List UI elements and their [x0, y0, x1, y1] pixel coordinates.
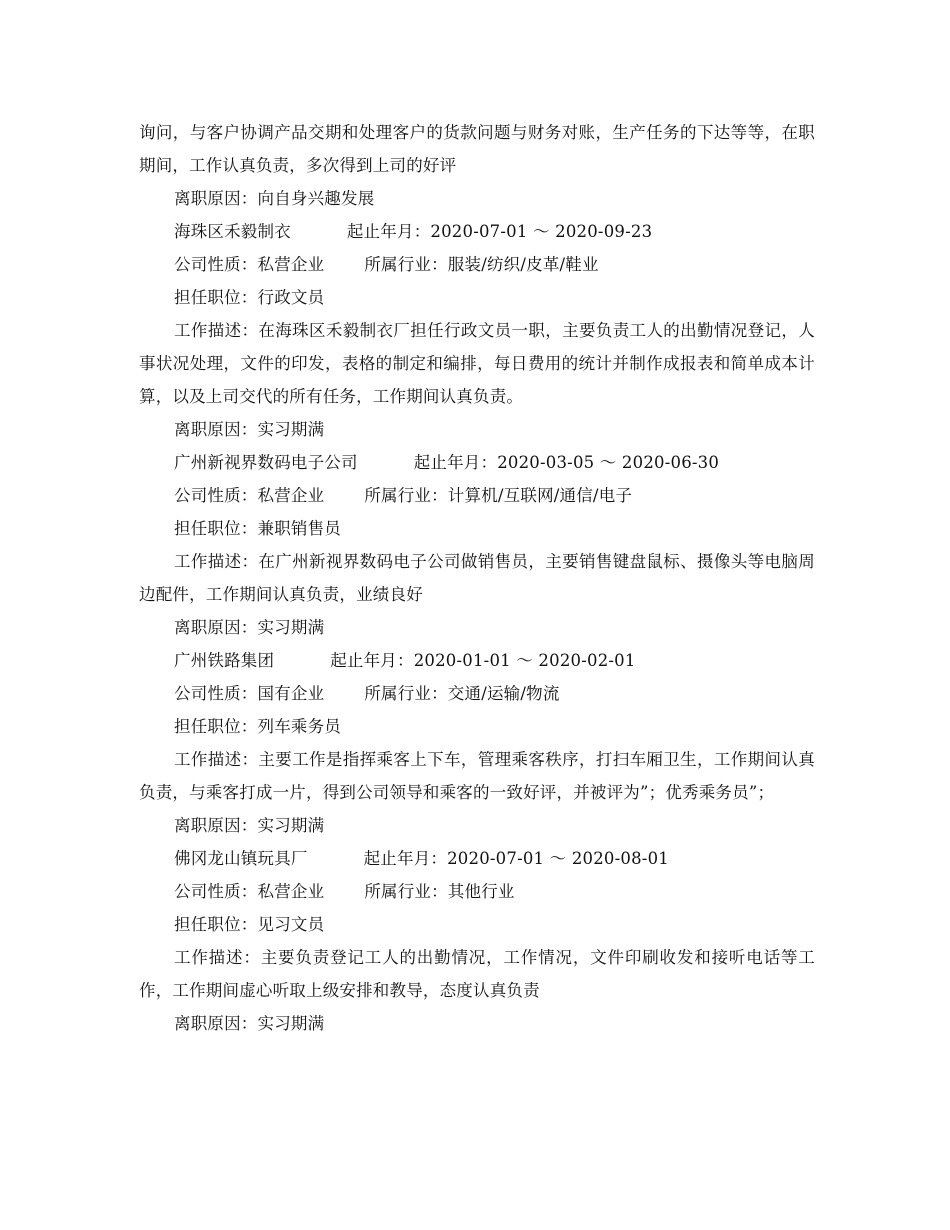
job-description: 工作描述：主要负责登记工人的出勤情况，工作情况，文件印刷收发和接听电话等工作，工作期间虚心听取上级安排和教导，态度认真负责 — [139, 948, 815, 1000]
job-entry — [139, 842, 815, 1040]
job-description: 工作描述：在海珠区禾毅制衣厂担任行政文员一职，主要负责工人的出勤情况登记，人事状况处理，文件的印发，表格的制定和编排，每日费用的统计并制作成报表和简单成本计算，以及上司交代的所有任务，工作期间认真负责。 — [139, 321, 815, 406]
job-position: 担任职位：列车乘务员 — [174, 717, 341, 736]
job-entry — [139, 215, 815, 446]
job-period: 起止年月：2020-03-05 ～ 2020-06-30 — [413, 453, 720, 472]
job-entry — [139, 446, 815, 644]
job-meta — [139, 479, 815, 512]
company-industry: 所属行业：服装/纺织/皮革/鞋业 — [364, 255, 599, 274]
company-nature: 公司性质：国有企业 — [174, 684, 325, 703]
job-period: 起止年月：2020-07-01 ～ 2020-08-01 — [363, 849, 669, 868]
job-header — [139, 446, 815, 479]
resume-work-history — [139, 116, 815, 1040]
job-meta — [139, 875, 815, 908]
company-name: 广州铁路集团 — [174, 651, 275, 670]
job-header — [139, 842, 815, 875]
job-entry — [139, 644, 815, 842]
job-leave-reason: 离职原因：实习期满 — [174, 1014, 325, 1033]
job-description: 工作描述：在广州新视界数码电子公司做销售员，主要销售键盘鼠标、摄像头等电脑周边配件，工作期间认真负责，业绩良好 — [139, 552, 815, 604]
job-header — [139, 215, 815, 248]
company-name: 佛冈龙山镇玩具厂 — [174, 849, 308, 868]
job-position: 担任职位：兼职销售员 — [174, 519, 341, 538]
job-period: 起止年月：2020-07-01 ～ 2020-09-23 — [346, 222, 653, 241]
company-industry: 所属行业：其他行业 — [364, 882, 515, 901]
company-industry: 所属行业：交通/运输/物流 — [364, 684, 560, 703]
job-meta — [139, 677, 815, 710]
job-header — [139, 644, 815, 677]
job-meta — [139, 248, 815, 281]
company-name: 海珠区禾毅制衣 — [174, 222, 291, 241]
company-nature: 公司性质：私营企业 — [174, 882, 325, 901]
intro-paragraph: 询问，与客户协调产品交期和处理客户的货款问题与财务对账，生产任务的下达等等，在职期间，工作认真负责，多次得到上司的好评 — [139, 123, 815, 175]
job-position: 担任职位：行政文员 — [174, 288, 325, 307]
job-leave-reason: 离职原因：实习期满 — [174, 816, 325, 835]
company-nature: 公司性质：私营企业 — [174, 255, 325, 274]
company-name: 广州新视界数码电子公司 — [174, 453, 358, 472]
job-leave-reason: 离职原因：实习期满 — [174, 618, 325, 637]
job-leave-reason: 离职原因：实习期满 — [174, 420, 325, 439]
company-nature: 公司性质：私营企业 — [174, 486, 325, 505]
job-description: 工作描述：主要工作是指挥乘客上下车，管理乘客秩序，打扫车厢卫生，工作期间认真负责，与乘客打成一片，得到公司领导和乘客的一致好评，并被评为”；优秀乘务员”； — [139, 750, 815, 802]
job-period: 起止年月：2020-01-01 ～ 2020-02-01 — [330, 651, 636, 670]
intro-leave-reason: 离职原因：向自身兴趣发展 — [174, 189, 375, 208]
job-position: 担任职位：见习文员 — [174, 915, 325, 934]
company-industry: 所属行业：计算机/互联网/通信/电子 — [364, 486, 633, 505]
